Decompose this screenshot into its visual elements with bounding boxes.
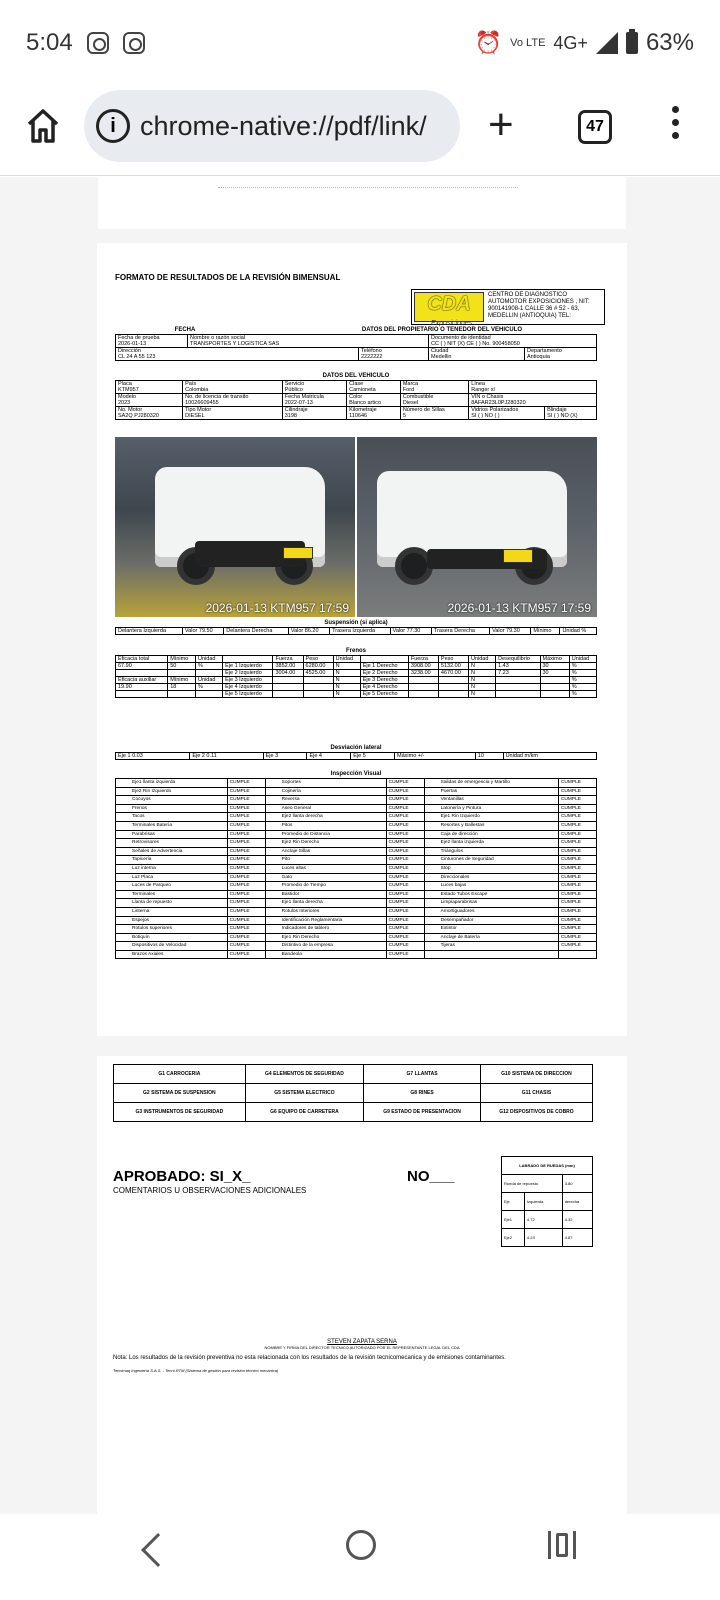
inspeccion-result: CUMPLE xyxy=(386,796,424,805)
inspeccion-row xyxy=(116,813,597,822)
frenos-table: Eficacia total Mínimo Unidad Fuerza Peso Unidad Fuerza Peso Unidad Desequilibrio Máximo Unidad 67.90 50 % Eje 1 Izquierdo 3852.00 6280.00 N Eje 1 Derecho 3908.00 5132.00 N 1.43 30 % Eje 2 Izquierdo 3004.00 4525.00 N Eje 2 Derecho 3238.00 4670.00 N 7.23 30 % Eficacia auxiliar Mínimo Unidad Eje 3 Izquierdo N Eje 3 Derecho N % 19.90 18 % Eje 4 Izquierdo N Eje 4 Derecho N % Eje 5 Izquierdo N Eje 5 Derecho N % xyxy=(115,655,597,698)
pdf-viewer[interactable] xyxy=(0,177,720,1514)
inspeccion-row xyxy=(116,942,597,951)
inspeccion-row xyxy=(116,933,597,942)
inspeccion-row xyxy=(116,916,597,925)
inspeccion-row xyxy=(116,847,597,856)
inspeccion-item: Distintivo de la empresa xyxy=(265,942,386,951)
inspeccion-result: CUMPLE xyxy=(227,950,265,959)
inspeccion-result: CUMPLE xyxy=(558,916,596,925)
inspeccion-result: CUMPLE xyxy=(227,925,265,934)
pdf-page-previous xyxy=(98,177,626,229)
inspeccion-item: Pito xyxy=(265,856,386,865)
inspeccion-table xyxy=(115,778,597,959)
comentarios-label: COMENTARIOS U OBSERVACIONES ADICIONALES xyxy=(113,1186,307,1195)
inspeccion-result: CUMPLE xyxy=(558,787,596,796)
inspeccion-item: Luz interna xyxy=(116,864,228,873)
inspeccion-item: Anclaje Sillas xyxy=(265,847,386,856)
cda-header xyxy=(411,289,605,325)
inspeccion-item: Cocuyos xyxy=(116,796,228,805)
owner-table: Fecha de prueba 2026-01-13 Nombre o razón social TRANSPORTES Y LOGISTICA SAS Documento de identidad CC ( ) NIT (X) CE ( ) No. 900458050 Dirección CL 24 A 55 123 Teléfono 2222222 Ciudad Medellin Departamento Antioquia xyxy=(115,334,597,361)
inspeccion-result: CUMPLE xyxy=(227,839,265,848)
inspeccion-item: Tijeras xyxy=(424,942,558,951)
inspeccion-result: CUMPLE xyxy=(558,830,596,839)
rear-plate xyxy=(503,549,533,563)
inspeccion-item: Extintor xyxy=(424,925,558,934)
inspeccion-row xyxy=(116,856,597,865)
inspeccion-result: CUMPLE xyxy=(227,942,265,951)
inspeccion-item: Latonería y Pintura xyxy=(424,804,558,813)
volte-indicator: Vo LTE xyxy=(510,36,546,49)
inspeccion-item: Frenos xyxy=(116,804,228,813)
battery-icon xyxy=(626,32,638,54)
inspeccion-item: Gato xyxy=(265,873,386,882)
inspeccion-result: CUMPLE xyxy=(386,813,424,822)
inspeccion-result: CUMPLE xyxy=(558,899,596,908)
inspeccion-item: Bandeola xyxy=(265,950,386,959)
inspeccion-result: CUMPLE xyxy=(227,916,265,925)
inspeccion-result: CUMPLE xyxy=(227,882,265,891)
inspeccion-row xyxy=(116,882,597,891)
inspeccion-item xyxy=(424,950,558,959)
inspeccion-result: CUMPLE xyxy=(558,804,596,813)
inspeccion-item: Luces bajas xyxy=(424,882,558,891)
inspeccion-result: CUMPLE xyxy=(227,821,265,830)
inspeccion-item: Estado Tubos Escape xyxy=(424,890,558,899)
inspeccion-row xyxy=(116,873,597,882)
inspeccion-result: CUMPLE xyxy=(386,873,424,882)
inspeccion-row xyxy=(116,950,597,959)
inspeccion-item: Reversa xyxy=(265,796,386,805)
inspeccion-item: Luces altas xyxy=(265,864,386,873)
home-icon[interactable] xyxy=(26,108,60,144)
inspeccion-result: CUMPLE xyxy=(386,925,424,934)
inspeccion-item: Puertas xyxy=(424,787,558,796)
inspeccion-item: Terminales xyxy=(116,890,228,899)
inspeccion-item: Dispositivos de Velocidad xyxy=(116,942,228,951)
doc-title: FORMATO DE RESULTADOS DE LA REVISIÓN BIMENSUAL xyxy=(115,273,341,282)
inspeccion-result: CUMPLE xyxy=(386,830,424,839)
inspeccion-result: CUMPLE xyxy=(558,873,596,882)
inspeccion-result: CUMPLE xyxy=(386,933,424,942)
inspeccion-item: Salidas de emergencia y Martillo xyxy=(424,779,558,788)
inspeccion-result: CUMPLE xyxy=(386,779,424,788)
cda-logo: CDA Exposiciones xyxy=(414,292,484,322)
inspeccion-result: CUMPLE xyxy=(227,899,265,908)
inspeccion-item: Tacos xyxy=(116,813,228,822)
inspeccion-item: Luces de Parqueo xyxy=(116,882,228,891)
more-vert-icon[interactable] xyxy=(672,106,680,145)
inspeccion-result: CUMPLE xyxy=(386,804,424,813)
inspeccion-row xyxy=(116,864,597,873)
inspeccion-item: Aseo General xyxy=(265,804,386,813)
inspeccion-row xyxy=(116,925,597,934)
inspeccion-result: CUMPLE xyxy=(227,796,265,805)
network-type: 4G+ xyxy=(553,32,588,53)
front-plate xyxy=(283,547,313,559)
inspeccion-result: CUMPLE xyxy=(558,882,596,891)
labrado-table: LABRADO DE RUEDAS (mm) Rueda de repuesto 3.80 Eje Izquierda derecha Eje1 4.72 4.32 Eje2 4.23 4.87 xyxy=(501,1156,593,1247)
status-bar xyxy=(0,0,720,86)
inspeccion-item: Ventanillas xyxy=(424,796,558,805)
inspeccion-result: CUMPLE xyxy=(558,933,596,942)
inspeccion-item: Limpiaparabrisas xyxy=(424,899,558,908)
inspeccion-item: Pitos xyxy=(265,821,386,830)
inspeccion-result: CUMPLE xyxy=(227,933,265,942)
instagram-icon xyxy=(123,32,145,54)
inspeccion-result: CUMPLE xyxy=(386,942,424,951)
inspeccion-result: CUMPLE xyxy=(558,864,596,873)
inspeccion-item: Bastidor xyxy=(265,890,386,899)
inspeccion-item: Luz Placa xyxy=(116,873,228,882)
fecha-header: FECHA xyxy=(174,327,196,333)
inspeccion-item: Triángulos xyxy=(424,847,558,856)
pdf-page-1 xyxy=(97,243,627,1036)
inspeccion-result: CUMPLE xyxy=(558,839,596,848)
inspeccion-row xyxy=(116,796,597,805)
inspeccion-item: Eje2 llanta izquierda xyxy=(424,839,558,848)
inspeccion-result: CUMPLE xyxy=(227,804,265,813)
inspeccion-item: Linterna xyxy=(116,907,228,916)
circle-home-icon[interactable] xyxy=(346,1530,376,1560)
groups-table: G1 CARROCERIA G4 ELEMENTOS DE SEGURIDAD G7 LLANTAS G10 SISTEMA DE DIRECCION G2 SISTEMA DE SUSPENSION G5 SISTEMA ELECTRICO G8 RINES G11 CHASIS G3 INSTRUMENTOS DE SEGURIDAD G6 EQUIPO DE CARRETERA G9 ESTADO DE PRESENTACION G12 DISPOSITIVOS DE COBRO xyxy=(113,1064,593,1122)
status-time: 5:04 xyxy=(26,29,73,56)
desviacion-table: Eje 1 0.03 Eje 2 0.11 Eje 3 Eje 4 Eje 5 Máximo +/- 10 Unidad m/km xyxy=(115,752,597,760)
inspeccion-row xyxy=(116,779,597,788)
pdf-page-2 xyxy=(97,1056,627,1514)
alarm-icon: ⏰ xyxy=(474,30,503,55)
inspeccion-result: CUMPLE xyxy=(558,779,596,788)
inspeccion-result: CUMPLE xyxy=(227,787,265,796)
inspeccion-result: CUMPLE xyxy=(558,821,596,830)
signal-icon xyxy=(596,32,618,54)
signature-caption: NOMBRE Y FIRMA DEL DIRECTOR TECNICO AUTORIZADO POR EL REPRESENTANTE LEGAL DEL CDA xyxy=(264,1345,460,1350)
inspeccion-header: Inspección Visual xyxy=(330,771,382,777)
inspeccion-item: Stop xyxy=(424,864,558,873)
tab-switcher-button[interactable]: 47 xyxy=(578,110,612,144)
inspeccion-item: Cinturones de Seguridad xyxy=(424,856,558,865)
inspeccion-result: CUMPLE xyxy=(386,856,424,865)
vehiculo-header: DATOS DEL VEHICULO xyxy=(322,373,390,379)
inspeccion-result: CUMPLE xyxy=(386,882,424,891)
inspeccion-result: CUMPLE xyxy=(386,864,424,873)
inspeccion-item: Señales de Advertencia xyxy=(116,847,228,856)
inspeccion-result: CUMPLE xyxy=(558,847,596,856)
inspeccion-row xyxy=(116,839,597,848)
photo-timestamp: 2026-01-13 KTM957 17:59 xyxy=(447,601,591,615)
inspeccion-result: CUMPLE xyxy=(227,864,265,873)
inspeccion-item: Rotulos superiores xyxy=(116,925,228,934)
inspeccion-item: Terminales Batería xyxy=(116,821,228,830)
inspeccion-row xyxy=(116,804,597,813)
signature-name: STEVEN ZAPATA SERNA xyxy=(327,1339,397,1345)
inspeccion-result: CUMPLE xyxy=(386,787,424,796)
inspeccion-item: Cojinería xyxy=(265,787,386,796)
vehicle-photo-rear xyxy=(357,437,597,617)
inspeccion-result: CUMPLE xyxy=(558,907,596,916)
inspeccion-row xyxy=(116,821,597,830)
inspeccion-result: CUMPLE xyxy=(227,779,265,788)
inspeccion-item: Desempañador xyxy=(424,916,558,925)
inspeccion-row xyxy=(116,907,597,916)
inspeccion-result: CUMPLE xyxy=(558,942,596,951)
inspeccion-item: Espejos xyxy=(116,916,228,925)
inspeccion-item: Eje2 Rin Derecho xyxy=(265,839,386,848)
inspeccion-result: CUMPLE xyxy=(558,796,596,805)
aprobado-text: APROBADO: SI_X_ xyxy=(113,1168,251,1185)
inspeccion-result: CUMPLE xyxy=(227,847,265,856)
inspeccion-item: Rotulos Interiores xyxy=(265,907,386,916)
battery-percent: 63% xyxy=(645,29,694,56)
inspeccion-row xyxy=(116,890,597,899)
inspeccion-item: Indicadores de tablero xyxy=(265,925,386,934)
system-nav-bar xyxy=(0,1514,720,1600)
inspeccion-item: Parabrisas xyxy=(116,830,228,839)
cda-info: CENTRO DE DIAGNOSTICO AUTOMOTOR EXPOSICIONES , NIT: 900141908-1 CALLE 36 # 52 - 63, MEDELLIN (ANTIOQUIA) TEL: xyxy=(488,292,590,319)
inspeccion-result: CUMPLE xyxy=(558,813,596,822)
inspeccion-result: CUMPLE xyxy=(227,890,265,899)
instagram-icon xyxy=(87,32,109,54)
inspeccion-item: Botiquín xyxy=(116,933,228,942)
inspeccion-result: CUMPLE xyxy=(386,821,424,830)
inspeccion-item: Retrovisores xyxy=(116,839,228,848)
inspeccion-result: CUMPLE xyxy=(227,873,265,882)
inspeccion-item: Promedio de Distancia xyxy=(265,830,386,839)
inspeccion-item: Tapicería xyxy=(116,856,228,865)
inspeccion-result: CUMPLE xyxy=(227,813,265,822)
inspeccion-item: Direccionales xyxy=(424,873,558,882)
browser-toolbar xyxy=(0,86,720,176)
recents-icon[interactable] xyxy=(548,1531,576,1559)
inspeccion-item: Promedio de Tiempo xyxy=(265,882,386,891)
inspeccion-result: CUMPLE xyxy=(227,907,265,916)
vehicle-table: Placa KTM957 País Colombia Servicio Público Clase Camioneta Marca Ford Línea Ranger xl Modelo 2023 No. de licencia de transito 10026609455 Fecha Matricula 2022-07-13 Color Blanco artico Combustible Diesel VIN o Chasis 8AFAR23L0PJ280320 No. Motor SA2Q PJ280320 Tipo Motor DIESEL Cilindraje 3198 Kilometraje 110646 Número de Sillas 5 Vidrios Polarizados SI ( ) NO ( ) Blindaje SI ( ) NO (X) xyxy=(115,380,597,420)
inspeccion-result: CUMPLE xyxy=(386,950,424,959)
inspeccion-result: CUMPLE xyxy=(558,856,596,865)
inspeccion-item: Eje1 llanta derecha xyxy=(265,899,386,908)
address-bar[interactable] xyxy=(84,90,460,162)
inspeccion-item: Caja de dirección xyxy=(424,830,558,839)
inspeccion-result: CUMPLE xyxy=(558,890,596,899)
inspeccion-result: CUMPLE xyxy=(386,899,424,908)
inspeccion-result: CUMPLE xyxy=(227,856,265,865)
new-tab-icon[interactable]: + xyxy=(488,100,514,149)
inspeccion-result: CUMPLE xyxy=(386,839,424,848)
frenos-header: Frenos xyxy=(345,648,366,654)
inspeccion-result: CUMPLE xyxy=(558,925,596,934)
desviacion-header: Desviación lateral xyxy=(330,745,382,751)
inspeccion-result: CUMPLE xyxy=(386,916,424,925)
suspension-table: Delantera Izquierda Valor 79.50 Delantera Derecha Valor 86.20 Trasera Izquierda Valor 77.30 Trasera Derecha Valor 79.30 Mínimo Unidad % xyxy=(115,627,597,635)
no-text: NO___ xyxy=(407,1168,455,1185)
inspeccion-result: CUMPLE xyxy=(227,830,265,839)
info-icon[interactable]: i xyxy=(96,109,130,143)
inspeccion-item: Llanta de repuesto xyxy=(116,899,228,908)
inspeccion-result: CUMPLE xyxy=(386,907,424,916)
nota-text: Nota: Los resultados de la revisión preventiva no esta relacionada con los resultados de la revisión tecnicomecanica y de emisiones contaminantes. xyxy=(113,1355,506,1361)
inspeccion-item: Eje1 llanta izquierda xyxy=(116,779,228,788)
inspeccion-item: Eje1 Rin Derecho xyxy=(265,933,386,942)
software-credit: Tecnimaq Ingeniería S.A.S. - Tecni-RTM (Sistema de gestión para revisión técnico mecánica) xyxy=(113,1368,279,1373)
inspeccion-result: CUMPLE xyxy=(386,847,424,856)
inspeccion-row xyxy=(116,899,597,908)
inspeccion-item: Soportes xyxy=(265,779,386,788)
inspeccion-result: CUMPLE xyxy=(386,890,424,899)
photo-timestamp: 2026-01-13 KTM957 17:59 xyxy=(205,601,349,615)
url-text[interactable]: chrome-native://pdf/link/ xyxy=(140,110,427,141)
inspeccion-item: Anclaje de Batería xyxy=(424,933,558,942)
inspeccion-item: Brazos Axiales xyxy=(116,950,228,959)
inspeccion-item: Amortiguadores xyxy=(424,907,558,916)
inspeccion-item: Resortes y Ballestas xyxy=(424,821,558,830)
vehicle-photo-front xyxy=(115,437,355,617)
inspeccion-item: Eje2 llanta derecha xyxy=(265,813,386,822)
inspeccion-item: Eje2 Rin Izquierdo xyxy=(116,787,228,796)
inspeccion-row xyxy=(116,787,597,796)
inspeccion-row xyxy=(116,830,597,839)
back-icon[interactable] xyxy=(141,1533,175,1567)
inspeccion-result xyxy=(558,950,596,959)
inspeccion-item: Eje1 Rin Izquierdo xyxy=(424,813,558,822)
inspeccion-item: Identificación Reglamentaria xyxy=(265,916,386,925)
suspension-header: Suspensión (si aplica) xyxy=(324,620,388,626)
propietario-header: DATOS DEL PROPIETARIO O TENEDOR DEL VEHICULO xyxy=(361,327,523,333)
